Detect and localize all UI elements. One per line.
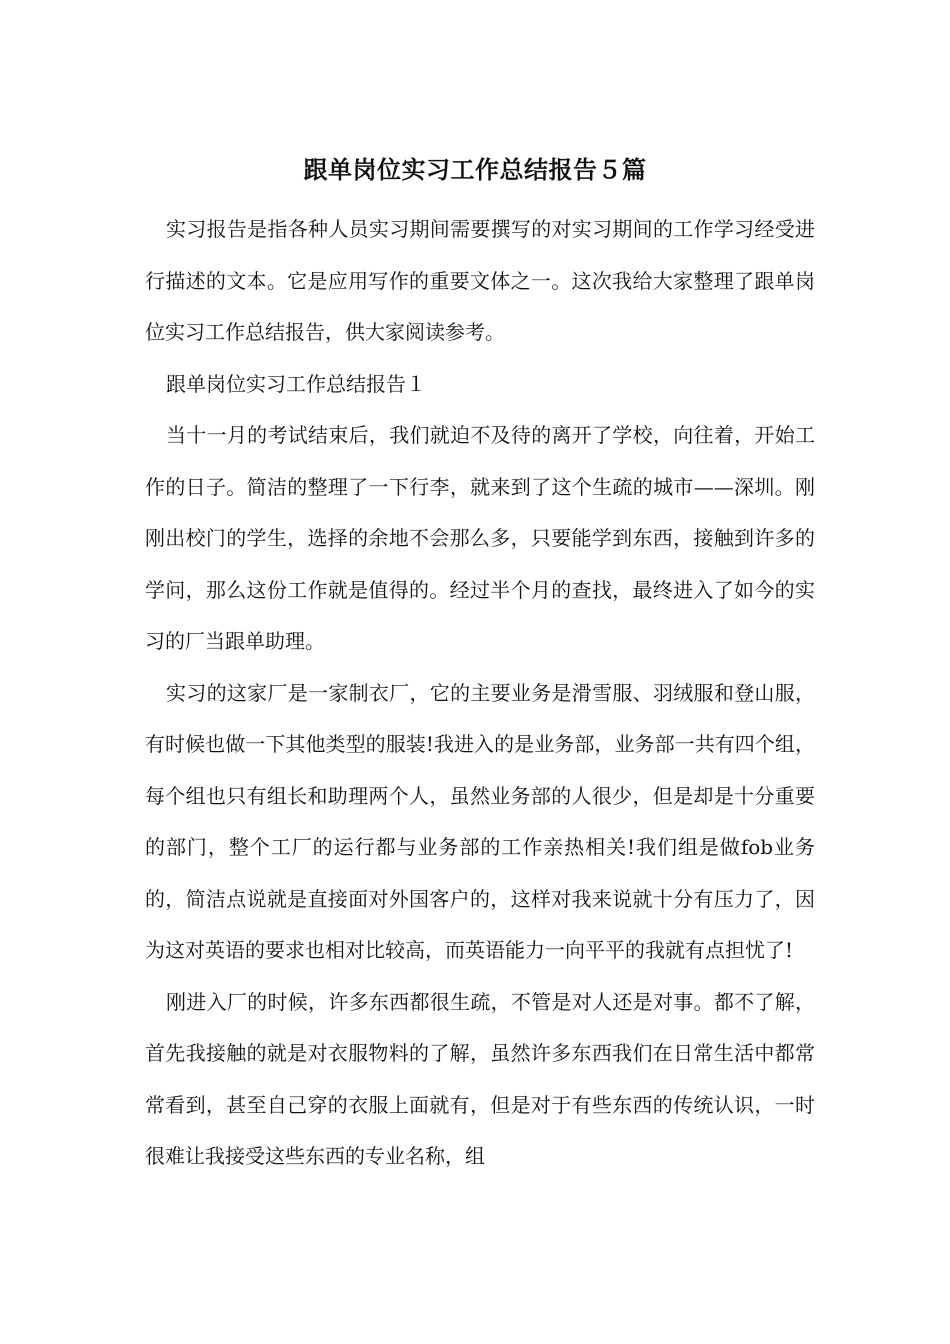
intro-paragraph: 实习报告是指各种人员实习期间需要撰写的对实习期间的工作学习经受进行描述的文本。它是应用写作的重要文体之一。这次我给大家整理了跟单岗位实习工作总结报告，供大家阅读参考。 [145,217,815,344]
document-title: 跟单岗位实习工作总结报告５篇 [303,156,647,184]
body-paragraph: 刚进入厂的时候，许多东西都很生疏，不管是对人还是对事。都不了解，首先我接触的就是对衣服物料的了解，虽然许多东西我们在日常生活中都常常看到，甚至自己穿的衣服上面就有，但是对于有些东西的传统认识，一时很难让我接受这些东西的专业名称，组 [145,989,815,1168]
body-paragraph: 实习的这家厂是一家制衣厂，它的主要业务是滑雪服、羽绒服和登山服，有时候也做一下其他类型的服装!我进入的是业务部，业务部一共有四个组，每个组也只有组长和助理两个人，虽然业务部的人很少，但是却是十分重要的部门，整个工厂的运行都与业务部的工作亲热相关!我们组是做fob业务的，简洁点说就是直接面对外国客户的，这样对我来说就十分有压力了，因为这对英语的要求也相对比较高，而英语能力一向平平的我就有点担忧了! [145,680,815,962]
body-paragraph: 当十一月的考试结束后，我们就迫不及待的离开了学校，向往着，开始工作的日子。简洁的整理了一下行李，就来到了这个生疏的城市——深圳。刚刚出校门的学生，选择的余地不会那么多，只要能学到东西，接触到许多的学问，那么这份工作就是值得的。经过半个月的查找，最终进入了如今的实习的厂当跟单助理。 [145,423,815,653]
section-heading: 跟单岗位实习工作总结报告１ [166,371,426,396]
document-body [145,204,815,1183]
